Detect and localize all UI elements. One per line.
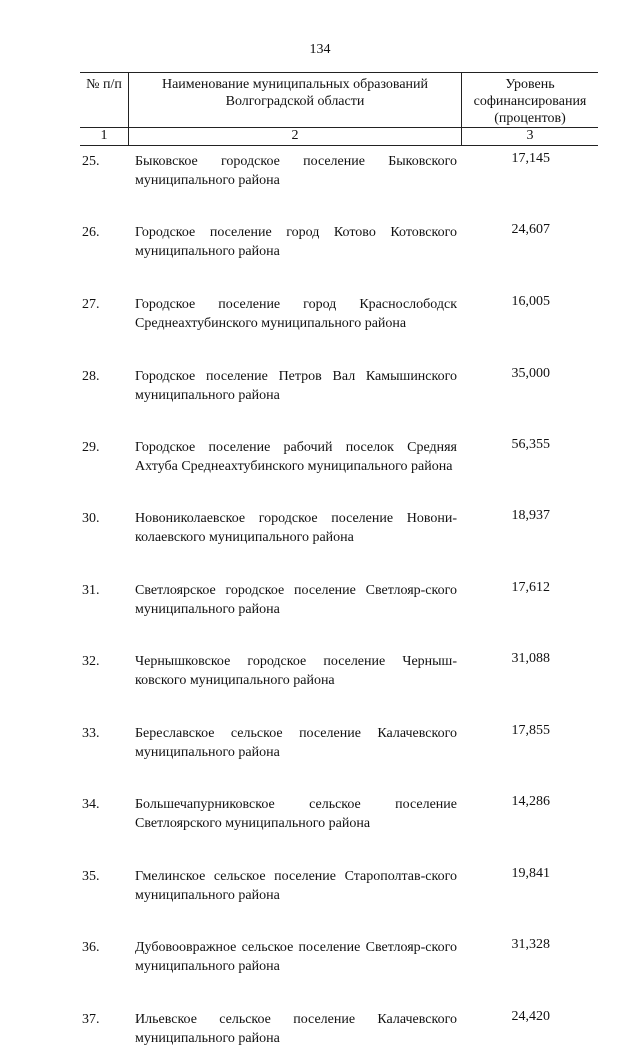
row-number: 28.: [82, 369, 100, 384]
municipality-name: Городское поселение рабочий поселок Средняя Ахтуба Среднеахтубинского муниципального района: [135, 440, 457, 474]
table-row: [80, 509, 598, 547]
municipality-name: Чернышковское городское поселение Черныш-ковского муниципального района: [135, 654, 457, 688]
municipality-name: Городское поселение Петров Вал Камышинского муниципального района: [135, 369, 457, 403]
row-number: 31.: [82, 583, 100, 598]
table-body: [80, 152, 598, 1048]
row-number: 30.: [82, 511, 100, 526]
row-number: 37.: [82, 1012, 100, 1027]
page-number: 134: [309, 42, 331, 57]
municipality-name: Городское поселение город Котово Котовского муниципального района: [135, 225, 457, 259]
table-row: [80, 652, 598, 690]
header-name-column: Наименование муниципальных образований Волгоградской области: [128, 73, 462, 127]
cofinancing-level: 17,612: [511, 580, 550, 595]
column-index-1: 1: [100, 128, 108, 143]
cofinancing-level: 24,420: [511, 1009, 550, 1024]
table-header: [80, 72, 598, 146]
table-row: [80, 367, 598, 405]
municipality-name: Светлоярское городское поселение Светлояр-ского муниципального района: [135, 583, 457, 617]
cofinancing-level: 18,937: [511, 508, 550, 523]
cofinancing-level: 35,000: [511, 366, 550, 381]
cofinancing-level: 16,005: [511, 294, 550, 309]
cofinancing-level: 56,355: [511, 437, 550, 452]
cofinancing-level: 31,088: [511, 651, 550, 666]
table-row: [80, 223, 598, 261]
table-row: [80, 581, 598, 619]
row-number: 29.: [82, 440, 100, 455]
cofinancing-level: 17,855: [511, 723, 550, 738]
table-row: [80, 867, 598, 905]
table-row: [80, 724, 598, 762]
municipality-name: Быковское городское поселение Быковского муниципального района: [135, 154, 457, 188]
row-number: 34.: [82, 797, 100, 812]
row-number: 35.: [82, 869, 100, 884]
row-number: 25.: [82, 154, 100, 169]
column-index-3: 3: [526, 128, 534, 143]
table-row: [80, 1010, 598, 1048]
row-number: 32.: [82, 654, 100, 669]
row-number: 27.: [82, 297, 100, 312]
table-row: [80, 938, 598, 976]
municipality-name: Дубовоовражное сельское поселение Светлояр-ского муниципального района: [135, 940, 457, 974]
cofinancing-level: 17,145: [511, 151, 550, 166]
table-row: [80, 295, 598, 333]
municipality-name: Береславское сельское поселение Калачевского муниципального района: [135, 726, 457, 760]
cofinancing-level: 31,328: [511, 937, 550, 952]
row-number: 33.: [82, 726, 100, 741]
header-number-column: № п/п: [86, 77, 122, 92]
municipality-name: Гмелинское сельское поселение Старополтав-ского муниципального района: [135, 869, 457, 903]
cofinancing-level: 24,607: [511, 222, 550, 237]
column-index-2: 2: [128, 128, 462, 145]
municipality-name: Городское поселение город Краснослободск Среднеахтубинского муниципального района: [135, 297, 457, 331]
table-row: [80, 795, 598, 833]
cofinancing-level: 19,841: [511, 866, 550, 881]
municipality-name: Ильевское сельское поселение Калачевского муниципального района: [135, 1012, 457, 1046]
municipality-name: Большечапурниковское сельское поселение Светлоярского муниципального района: [135, 797, 457, 831]
row-number: 26.: [82, 225, 100, 240]
table-row: [80, 152, 598, 190]
cofinancing-level: 14,286: [511, 794, 550, 809]
row-number: 36.: [82, 940, 100, 955]
table-row: [80, 438, 598, 476]
header-level-column: Уровень софинансирования (процентов): [473, 77, 587, 126]
municipality-name: Новониколаевское городское поселение Новони-колаевского муниципального района: [135, 511, 457, 545]
